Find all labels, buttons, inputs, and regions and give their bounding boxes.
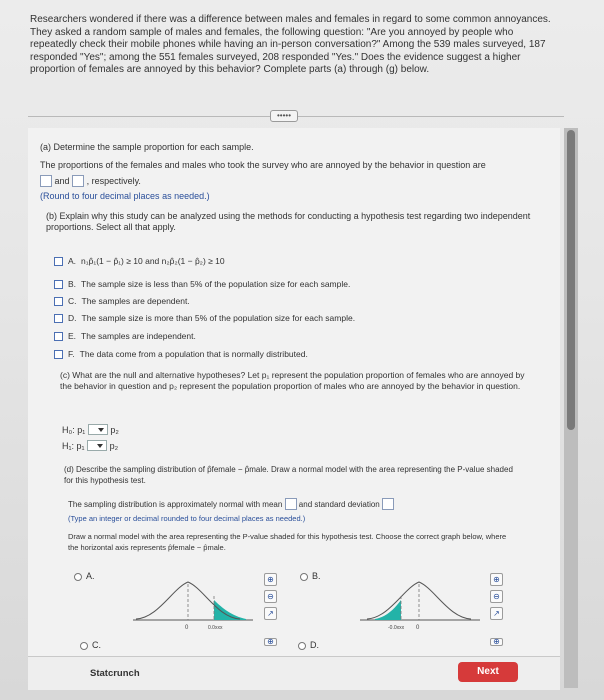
part-a-heading: (a) Determine the sample proportion for each sample. xyxy=(40,142,254,152)
option-b-d[interactable] xyxy=(54,313,355,323)
option-text: n₁p̂₁(1 − p̂₁) ≥ 10 and n₂p̂₂(1 − p̂₂) ≥ 10 xyxy=(81,256,225,266)
radio-a[interactable] xyxy=(74,573,82,581)
part-d-heading: (d) Describe the sampling distribution of p̂female − p̂male. Draw a normal model with the area representing the P-value shaded for this hypothesis test. xyxy=(64,465,513,485)
h0-label: H₀: p₁ xyxy=(62,425,86,435)
and-label: and xyxy=(54,176,70,186)
problem-intro: Researchers wondered if there was a difference between males and females in regard to some common annoyances. They asked a random sample of males and females, the following question: "Are you annoyed by people who repeatedly check their mobile phones while having an in-person conversation?" Among the 539 males surveyed, 187 responded "Yes"; among the 551 females surveyed, 208 responded "Yes." Does the evidence suggest a higher proportion of females are annoyed by this behavior? Complete parts (a) through (g) below. xyxy=(30,14,551,75)
part-a-sentence: The proportions of the females and males who took the survey who are annoyed by the behavior in question are xyxy=(40,160,486,170)
draw-sentence: Draw a normal model with the area representing the P-value shaded for this hypothesis test. Choose the correct graph below, where the horizontal axis represents p̂female − p̂male. xyxy=(68,532,507,552)
zoom-in-icon[interactable]: ⊕ xyxy=(490,573,503,586)
graph-b xyxy=(355,576,485,632)
option-c-label: C. xyxy=(92,640,101,650)
sd-input[interactable] xyxy=(382,498,394,510)
option-letter: F. xyxy=(68,349,75,359)
h1-right: p₂ xyxy=(109,441,119,451)
part-c-heading: (c) What are the null and alternative hypotheses? Let p₁ represent the population proportion of females who are annoyed by the behavior in question and p₂ represent the population proportion of males who are annoyed by the behavior in question. xyxy=(60,370,525,391)
checkbox[interactable] xyxy=(54,350,63,359)
h1-operator-select[interactable] xyxy=(87,440,107,451)
option-letter: D. xyxy=(68,313,77,323)
scrollbar-thumb[interactable] xyxy=(567,130,575,430)
radio-c[interactable] xyxy=(80,642,88,650)
option-b-e[interactable] xyxy=(54,331,196,341)
option-text: The data come from a population that is normally distributed. xyxy=(79,349,308,359)
graph-a-zero: 0 xyxy=(185,625,189,631)
next-button[interactable]: Next xyxy=(458,662,518,682)
h0-right: p₂ xyxy=(110,425,119,435)
graph-option-a[interactable] xyxy=(74,571,95,582)
h0-operator-select[interactable] xyxy=(88,424,108,435)
option-letter: E. xyxy=(68,331,77,341)
zoom-in-icon[interactable]: ⊕ xyxy=(264,573,277,586)
option-d-label: D. xyxy=(310,640,319,650)
alt-hypothesis-row xyxy=(62,440,118,452)
male-proportion-input[interactable] xyxy=(72,175,84,187)
option-text: The samples are dependent. xyxy=(81,296,190,306)
part-b-heading: (b) Explain why this study can be analyzed using the methods for conducting a hypothesis test regarding two independent proportions. Select all that apply. xyxy=(46,211,531,232)
graph-option-c[interactable] xyxy=(80,640,101,651)
option-letter: C. xyxy=(68,296,77,306)
graph-b-tick: -0.0xxx xyxy=(388,625,405,631)
radio-b[interactable] xyxy=(300,573,308,581)
zoom-in-icon[interactable]: ⊕ xyxy=(264,638,277,646)
graph-option-d[interactable] xyxy=(298,640,319,651)
option-letter: B. xyxy=(68,279,77,289)
statcrunch-link[interactable]: Statcrunch xyxy=(90,668,140,679)
type-note: (Type an integer or decimal rounded to four decimal places as needed.) xyxy=(68,514,306,523)
mean-input[interactable] xyxy=(285,498,297,510)
option-text: The sample size is less than 5% of the population size for each sample. xyxy=(81,279,351,289)
popout-icon[interactable]: ↗ xyxy=(264,607,277,620)
checkbox[interactable] xyxy=(54,314,63,323)
round-note: (Round to four decimal places as needed.) xyxy=(40,191,210,201)
part-a-answer-row xyxy=(40,175,141,187)
option-text: The samples are independent. xyxy=(81,331,196,341)
checkbox[interactable] xyxy=(54,257,63,266)
option-b-c[interactable] xyxy=(54,296,190,306)
option-b-label: B. xyxy=(312,571,321,581)
option-text: The sample size is more than 5% of the population size for each sample. xyxy=(81,313,356,323)
popout-icon[interactable]: ↗ xyxy=(490,607,503,620)
graph-option-b[interactable] xyxy=(300,571,321,582)
checkbox[interactable] xyxy=(54,332,63,341)
h1-label: H₁: p₁ xyxy=(62,441,85,451)
female-proportion-input[interactable] xyxy=(40,175,52,187)
zoom-in-icon[interactable]: ⊕ xyxy=(490,638,503,646)
option-letter: A. xyxy=(68,256,77,266)
respectively-label: , respectively. xyxy=(86,176,141,186)
option-b-f[interactable] xyxy=(54,349,308,359)
checkbox[interactable] xyxy=(54,280,63,289)
graph-a-tick: 0.0xxx xyxy=(208,625,223,631)
mean-sentence: The sampling distribution is approximately normal with mean xyxy=(68,500,283,509)
graph-a xyxy=(128,576,258,632)
zoom-out-icon[interactable]: ⊖ xyxy=(264,590,277,603)
zoom-out-icon[interactable]: ⊖ xyxy=(490,590,503,603)
radio-d[interactable] xyxy=(298,642,306,650)
mean-sd-row xyxy=(68,498,394,510)
expand-button[interactable]: ••••• xyxy=(270,110,298,122)
sd-sentence: and standard deviation xyxy=(298,500,380,509)
option-b-b[interactable] xyxy=(54,279,350,289)
option-b-a[interactable] xyxy=(54,256,225,266)
option-a-label: A. xyxy=(86,571,95,581)
graph-b-zero: 0 xyxy=(416,625,420,631)
null-hypothesis-row xyxy=(62,424,119,436)
checkbox[interactable] xyxy=(54,297,63,306)
